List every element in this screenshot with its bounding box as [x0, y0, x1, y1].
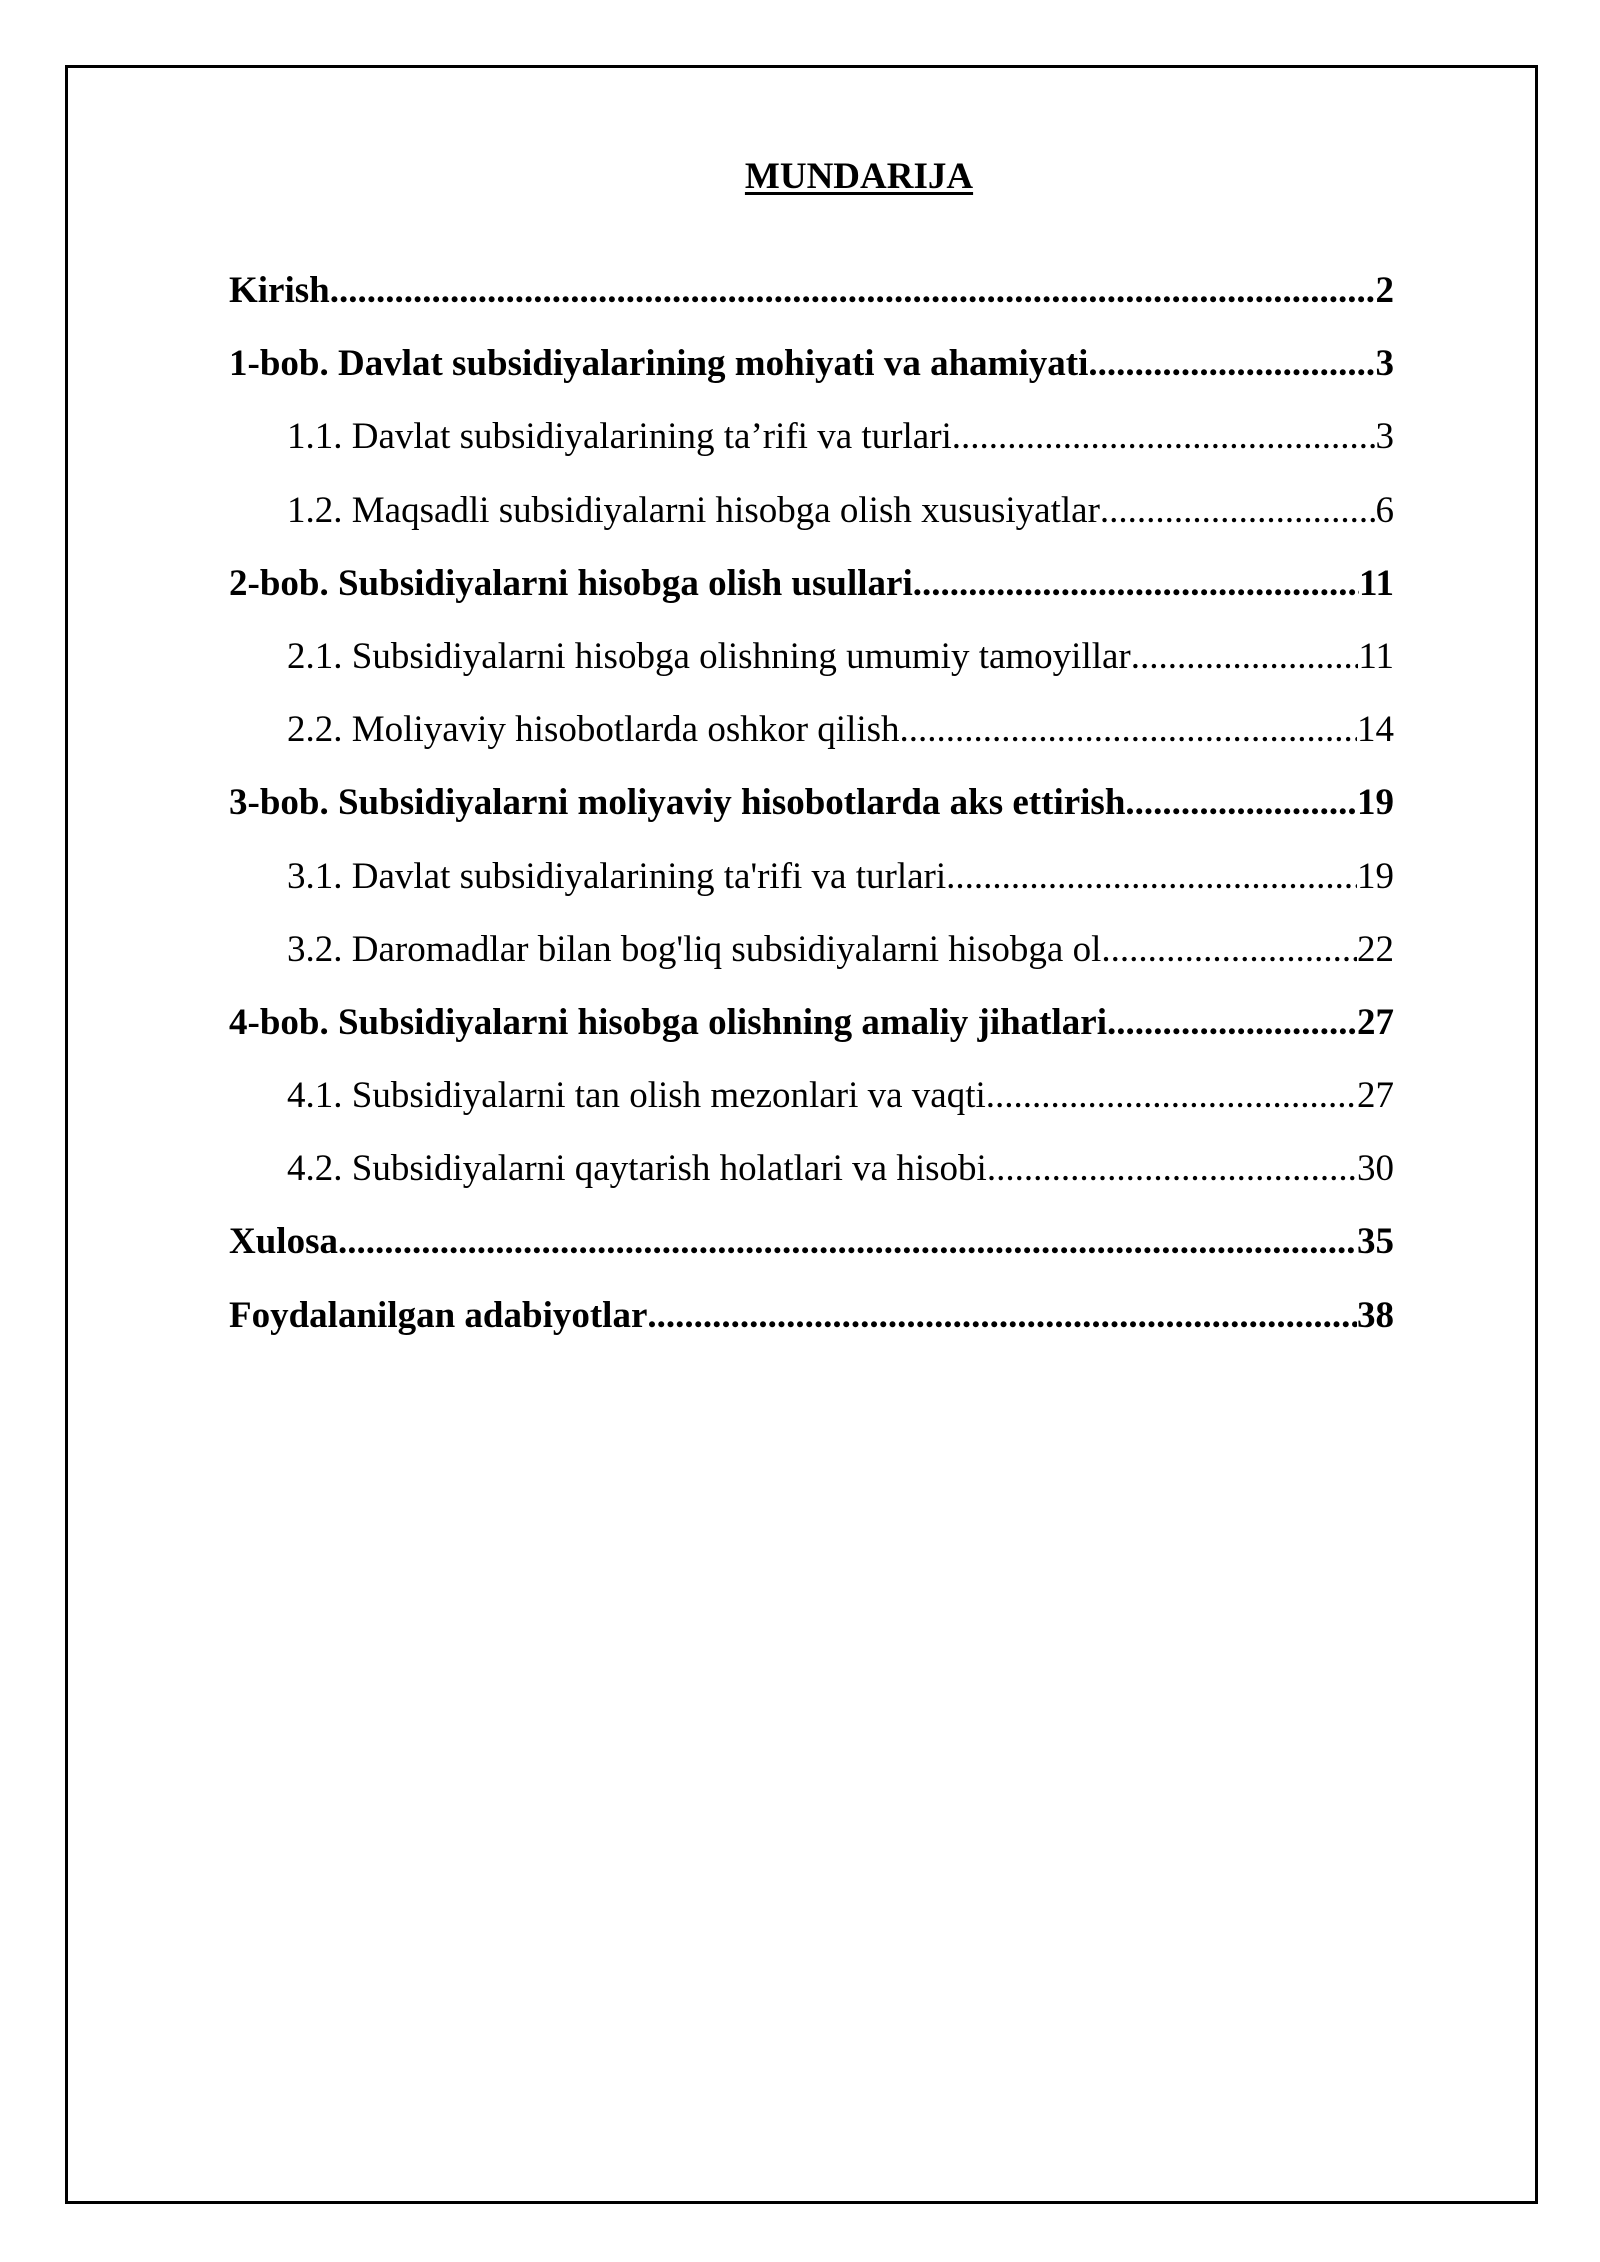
toc-entry-chapter-1	[229, 327, 1394, 400]
toc-entry-section-1-2	[229, 474, 1394, 547]
dot-leader	[913, 547, 1359, 620]
entry-label: Xulosa	[229, 1221, 338, 1263]
entry-label: 3.2. Daromadlar bilan bog'liq subsidiyalarni hisobga ol	[287, 928, 1102, 970]
entry-label: 2.1. Subsidiyalarni hisobga olishning umumiy tamoyillar	[287, 635, 1131, 677]
entry-label: 3-bob. Subsidiyalarni moliyaviy hisobotlarda aks ettirish	[229, 782, 1126, 824]
entry-label: 1.1. Davlat subsidiyalarining ta’rifi va turlari	[287, 416, 952, 458]
entry-label: 4-bob. Subsidiyalarni hisobga olishning amaliy jihatlari	[229, 1001, 1107, 1043]
entry-label: Foydalanilgan adabiyotlar	[229, 1294, 648, 1336]
dot-leader	[946, 840, 1357, 913]
page-number: 27	[1357, 1001, 1394, 1043]
page-number: 3	[1375, 343, 1394, 385]
toc-entry-chapter-3	[229, 766, 1394, 839]
dot-leader	[900, 693, 1357, 766]
entry-label: 1-bob. Davlat subsidiyalarining mohiyati va ahamiyati	[229, 343, 1089, 385]
entry-label: 4.2. Subsidiyalarni qaytarish holatlari va hisobi	[287, 1148, 987, 1190]
toc-entry-section-4-1	[229, 1059, 1394, 1132]
dot-leader	[952, 400, 1376, 473]
dot-leader	[1107, 986, 1357, 1059]
dot-leader	[338, 1205, 1357, 1278]
toc-title: MUNDARIJA	[744, 156, 974, 197]
entry-label: 2.2. Moliyaviy hisobotlarda oshkor qilish	[287, 709, 900, 751]
toc-entry-section-2-1	[229, 620, 1394, 693]
toc-entry-section-3-2	[229, 913, 1394, 986]
toc-entry-introduction	[229, 254, 1394, 327]
toc-entry-section-4-2	[229, 1132, 1394, 1205]
entry-label: 3.1. Davlat subsidiyalarining ta'rifi va turlari	[287, 855, 947, 897]
dot-leader	[1125, 766, 1357, 839]
page-number: 6	[1375, 489, 1394, 531]
dot-leader	[330, 254, 1376, 327]
page-number: 22	[1357, 928, 1394, 970]
page-number: 19	[1357, 855, 1394, 897]
page-number: 14	[1357, 709, 1394, 751]
dot-leader	[1088, 327, 1375, 400]
toc-entry-section-2-2	[229, 693, 1394, 766]
dot-leader	[1100, 474, 1376, 547]
dot-leader	[1131, 620, 1359, 693]
entry-label: 2-bob. Subsidiyalarni hisobga olish usullari	[229, 562, 913, 604]
dot-leader	[987, 1132, 1357, 1205]
dot-leader	[986, 1059, 1357, 1132]
toc-entry-chapter-2	[229, 547, 1394, 620]
page-number: 3	[1375, 416, 1394, 458]
page-number: 2	[1375, 270, 1394, 311]
dot-leader	[647, 1279, 1357, 1352]
page-number: 27	[1357, 1075, 1394, 1117]
table-of-contents	[229, 254, 1394, 1352]
toc-entry-section-1-1	[229, 400, 1394, 473]
page-number: 35	[1357, 1221, 1394, 1263]
toc-entry-references	[229, 1279, 1394, 1352]
page-number: 11	[1358, 635, 1394, 677]
toc-entry-chapter-4	[229, 986, 1394, 1059]
page-number: 11	[1359, 562, 1394, 604]
dot-leader	[1101, 913, 1357, 986]
entry-label: 1.2. Maqsadli subsidiyalarni hisobga olish xususiyatlar	[287, 489, 1100, 531]
entry-label: 4.1. Subsidiyalarni tan olish mezonlari va vaqti	[287, 1075, 986, 1117]
toc-entry-section-3-1	[229, 840, 1394, 913]
entry-label: Kirish	[229, 270, 330, 311]
page-number: 19	[1357, 782, 1394, 824]
page-number: 38	[1357, 1294, 1394, 1336]
toc-entry-conclusion	[229, 1205, 1394, 1278]
page-number: 30	[1357, 1148, 1394, 1190]
